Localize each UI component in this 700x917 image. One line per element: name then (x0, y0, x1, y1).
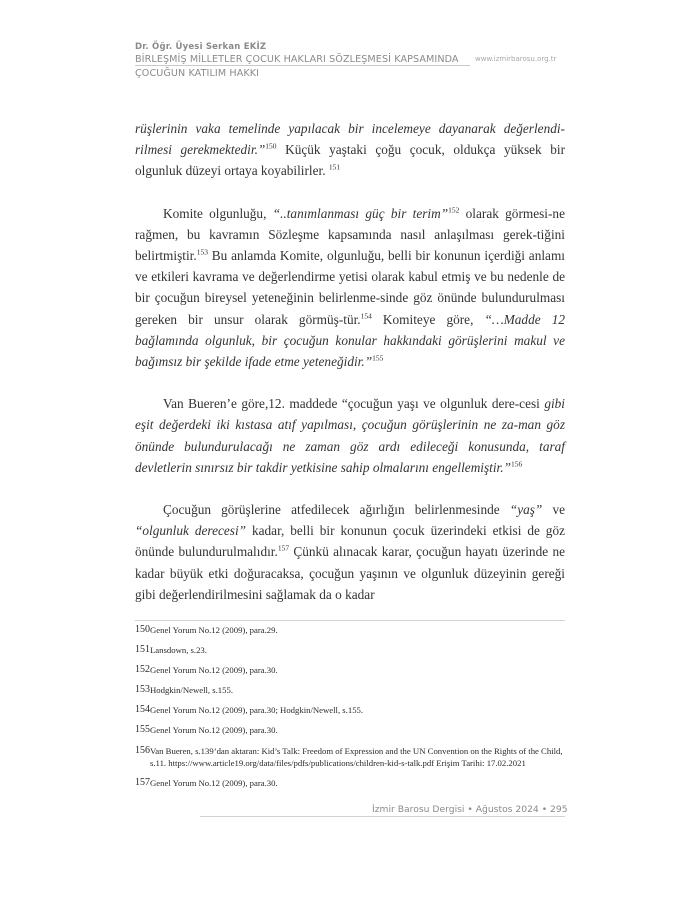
footnote (135, 745, 565, 770)
footnote-separator (135, 620, 565, 621)
website-link[interactable]: www.izmirbarosu.org.tr (475, 55, 557, 63)
footnote-text: Genel Yorum No.12 (2009), para.30. (150, 665, 278, 676)
quote-text: “olgunluk derecesi” (135, 523, 247, 539)
footnote-text: Genel Yorum No.12 (2009), para.30. (150, 725, 278, 736)
quote-text: gibi eşit değerdeki iki kıstasa atıf yapılması, çocuğun görüşlerinin ne za-man göz önünde bulundurulacağı ne zaman göz ardı edileceği konusunda, taraf devletlerin sınırsız bir takdir yetkisine sahip olmalarını engellemiştir.” (135, 396, 565, 475)
footnote-number: 154 (135, 704, 150, 716)
footnote-number: 151 (135, 644, 150, 656)
paragraph-text: Çocuğun görüşlerine atfedilecek ağırlığın belirlenmesinde (163, 502, 510, 518)
footnote-number: 153 (135, 684, 150, 696)
footnote-ref[interactable]: 151 (328, 162, 341, 172)
paragraph-text: Küçük yaştaki çoğu çocuk, oldukça yüksek bir olgunluk düzeyi ortaya koyabilirler. (135, 142, 565, 179)
footnote-text: Genel Yorum No.12 (2009), para.29. (150, 625, 278, 635)
footnote-ref[interactable]: 152 (448, 205, 460, 215)
footnote-ref[interactable]: 155 (372, 353, 384, 363)
paragraph-1 (135, 118, 565, 182)
separator: • (467, 804, 473, 815)
page-footer (372, 804, 568, 815)
footer-rule (200, 816, 565, 817)
paragraph-text: Bu anlamda Komite, olgunluğu, belli bir konunun içerdiği anlamı ve etkileri kavrama ve değerlendirme yetisi olarak kabul etmiş ve bu nedenle de bir çocuğun bireysel yeteneğinin belirlenme-sinde göz önünde bulundurulması gereken bir unsur olarak görmüş-tür. (135, 248, 565, 327)
footnote-ref[interactable]: 156 (510, 459, 523, 469)
footnote (135, 777, 565, 790)
footnote-ref[interactable]: 154 (360, 311, 372, 321)
body-text (135, 118, 565, 605)
footnote-text[interactable]: Van Bueren, s.139’dan aktaran: Kid’s Talk: Freedom of Expression and the UN Convention on the Rights of the Child, s.11. https://www.article19.org/data/files/pdfs/publications/children-kid-s-talk.pdf Erişim Tarihi: 17.02.2021 (150, 745, 563, 769)
paragraph-3 (135, 393, 565, 478)
footnote-number: 155 (135, 724, 150, 736)
footnote-number: 156 (135, 744, 150, 756)
footnote-text: Hodgkin/Newell, s.155. (150, 685, 234, 696)
paragraph-4 (135, 499, 565, 605)
footnote-text: Lansdown, s.23. (150, 645, 207, 656)
quote-text: “yaş” (509, 502, 543, 518)
footnote-number: 157 (135, 777, 150, 789)
article-title-line-1: BİRLEŞMİŞ MİLLETLER ÇOCUK HAKLARI SÖZLEŞMESİ KAPSAMINDA (135, 54, 459, 65)
paragraph-text: Komite olgunluğu, (163, 205, 273, 221)
paragraph-text: Van Bueren’e göre,12. maddede “çocuğun yaşı ve olgunluk dere-cesi (163, 396, 545, 412)
article-title-line-2: ÇOCUĞUN KATILIM HAKKI (135, 68, 260, 79)
journal-name: İzmir Barosu Dergisi (372, 804, 465, 815)
issue-date: Ağustos 2024 (475, 804, 539, 815)
footnote (135, 644, 565, 657)
footnote-ref[interactable]: 150 (265, 141, 277, 151)
footnote (135, 624, 565, 637)
quote-text: rüşlerinin vaka temelinde yapılacak bir incelemeye dayanarak değerlendi-rilmesi gerekmektedir.” (135, 121, 565, 158)
separator: • (541, 804, 548, 815)
page-number: 295 (550, 804, 568, 815)
paragraph-2 (135, 203, 565, 373)
footnote-number: 150 (135, 624, 150, 635)
footnote-ref[interactable]: 157 (277, 544, 290, 554)
footnotes (135, 624, 565, 797)
header-rule (135, 65, 470, 66)
footnote (135, 664, 565, 677)
footnote-text: Genel Yorum No.12 (2009), para.30. (150, 778, 278, 789)
paragraph-text: Komiteye göre, (371, 311, 485, 327)
quote-text: “..tanımlanması güç bir terim” (272, 205, 449, 221)
paragraph-text: Çünkü alınacak karar, çocuğun hayatı üzerinde ne kadar büyük etki doğuracaksa, çocuğun yaşının ve olgunluk düzeyinin gereği gibi değerlendirilmesini sağlamak da o kadar (135, 544, 565, 602)
footnote (135, 684, 565, 697)
footnote-number: 152 (135, 664, 150, 676)
footnote (135, 704, 565, 717)
author-name: Dr. Öğr. Üyesi Serkan EKİZ (135, 42, 267, 52)
paragraph-text: kadar, belli bir konunun çocuk üzerindeki etkisi de göz önünde bulundurulmalıdır. (135, 523, 565, 560)
footnote (135, 724, 565, 737)
paragraph-text: ve (542, 502, 565, 518)
paragraph-text: olarak görmesi-ne rağmen, bu kavramın Sözleşme kapsamında nasıl anlaşılması gerek-tiğini belirtmiştir. (135, 205, 565, 264)
quote-text: “…Madde 12 bağlamında olgunluk, bir çocuğun konular hakkındaki görüşlerini makul ve bağımsız bir şekilde ifade etme yeteneğidir.” (135, 311, 565, 370)
footnote-text: Genel Yorum No.12 (2009), para.30; Hodgkin/Newell, s.155. (150, 705, 364, 716)
footnote-ref[interactable]: 153 (196, 247, 208, 257)
